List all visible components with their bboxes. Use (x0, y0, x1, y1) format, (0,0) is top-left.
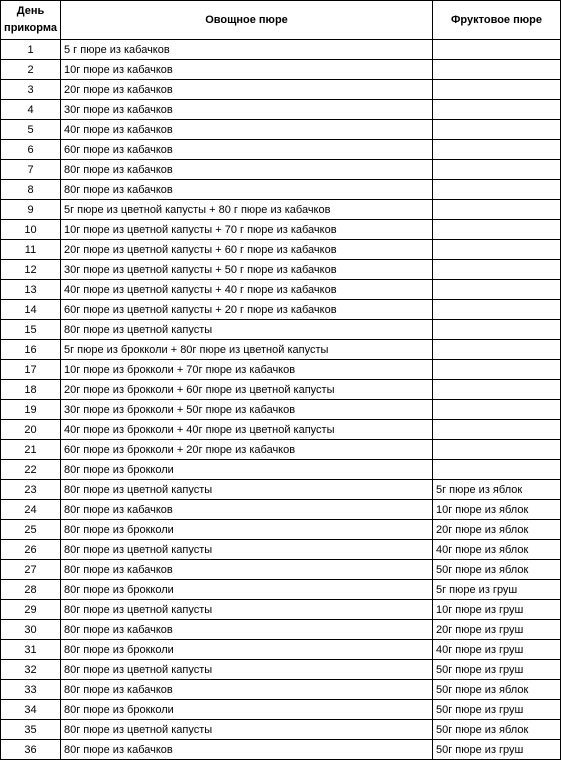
day-cell: 29 (1, 600, 61, 620)
fruit-cell (433, 360, 561, 380)
table-row (1, 360, 561, 380)
table-row (1, 40, 561, 60)
fruit-cell: 50г пюре из груш (433, 740, 561, 760)
table-row (1, 680, 561, 700)
day-cell: 9 (1, 200, 61, 220)
fruit-cell: 40г пюре из груш (433, 640, 561, 660)
table-row (1, 560, 561, 580)
table-row (1, 320, 561, 340)
day-cell: 18 (1, 380, 61, 400)
table-row (1, 620, 561, 640)
table-row (1, 700, 561, 720)
fruit-cell (433, 180, 561, 200)
day-cell: 32 (1, 660, 61, 680)
day-cell: 1 (1, 40, 61, 60)
fruit-cell (433, 340, 561, 360)
table-row (1, 600, 561, 620)
fruit-cell: 5г пюре из яблок (433, 480, 561, 500)
table-row (1, 340, 561, 360)
fruit-cell: 50г пюре из яблок (433, 720, 561, 740)
vegetable-cell: 40г пюре из кабачков (61, 120, 433, 140)
fruit-cell: 50г пюре из груш (433, 660, 561, 680)
table-row (1, 720, 561, 740)
vegetable-cell: 30г пюре из брокколи + 50г пюре из кабачков (61, 400, 433, 420)
table-row (1, 60, 561, 80)
day-cell: 23 (1, 480, 61, 500)
day-cell: 28 (1, 580, 61, 600)
vegetable-cell: 5г пюре из брокколи + 80г пюре из цветной капусты (61, 340, 433, 360)
column-header-day-line1: День (16, 5, 45, 17)
table-row (1, 380, 561, 400)
fruit-cell (433, 140, 561, 160)
fruit-cell (433, 120, 561, 140)
fruit-cell: 10г пюре из яблок (433, 500, 561, 520)
vegetable-cell: 20г пюре из кабачков (61, 80, 433, 100)
table-row (1, 500, 561, 520)
fruit-cell (433, 460, 561, 480)
table-row (1, 280, 561, 300)
table-row (1, 460, 561, 480)
vegetable-cell: 80г пюре из цветной капусты (61, 480, 433, 500)
fruit-cell (433, 60, 561, 80)
day-cell: 2 (1, 60, 61, 80)
vegetable-cell: 80г пюре из цветной капусты (61, 540, 433, 560)
fruit-cell: 50г пюре из яблок (433, 680, 561, 700)
day-cell: 35 (1, 720, 61, 740)
day-cell: 13 (1, 280, 61, 300)
fruit-cell: 50г пюре из груш (433, 700, 561, 720)
day-cell: 7 (1, 160, 61, 180)
day-cell: 34 (1, 700, 61, 720)
day-cell: 31 (1, 640, 61, 660)
fruit-cell (433, 440, 561, 460)
table-header (1, 1, 561, 40)
day-cell: 20 (1, 420, 61, 440)
vegetable-cell: 5г пюре из цветной капусты + 80 г пюре из кабачков (61, 200, 433, 220)
fruit-cell (433, 320, 561, 340)
day-cell: 15 (1, 320, 61, 340)
fruit-cell (433, 160, 561, 180)
day-cell: 4 (1, 100, 61, 120)
fruit-cell: 40г пюре из яблок (433, 540, 561, 560)
vegetable-cell: 20г пюре из брокколи + 60г пюре из цветной капусты (61, 380, 433, 400)
day-cell: 12 (1, 260, 61, 280)
vegetable-cell: 60г пюре из кабачков (61, 140, 433, 160)
day-cell: 14 (1, 300, 61, 320)
table-row (1, 740, 561, 760)
fruit-cell: 10г пюре из груш (433, 600, 561, 620)
column-header-fruit: Фруктовое пюре (433, 1, 561, 40)
vegetable-cell: 80г пюре из кабачков (61, 160, 433, 180)
table-row (1, 420, 561, 440)
table-row (1, 180, 561, 200)
day-cell: 22 (1, 460, 61, 480)
fruit-cell: 20г пюре из груш (433, 620, 561, 640)
vegetable-cell: 10г пюре из кабачков (61, 60, 433, 80)
vegetable-cell: 80г пюре из кабачков (61, 620, 433, 640)
vegetable-cell: 80г пюре из кабачков (61, 560, 433, 580)
table-row (1, 100, 561, 120)
day-cell: 11 (1, 240, 61, 260)
fruit-cell (433, 220, 561, 240)
day-cell: 19 (1, 400, 61, 420)
vegetable-cell: 40г пюре из цветной капусты + 40 г пюре из кабачков (61, 280, 433, 300)
table-row (1, 580, 561, 600)
table-row (1, 640, 561, 660)
fruit-cell (433, 420, 561, 440)
fruit-cell: 20г пюре из яблок (433, 520, 561, 540)
vegetable-cell: 80г пюре из брокколи (61, 460, 433, 480)
table-row (1, 540, 561, 560)
vegetable-cell: 80г пюре из кабачков (61, 680, 433, 700)
fruit-cell (433, 280, 561, 300)
fruit-cell (433, 240, 561, 260)
fruit-cell (433, 100, 561, 120)
fruit-cell: 5г пюре из груш (433, 580, 561, 600)
table-row (1, 660, 561, 680)
vegetable-cell: 20г пюре из цветной капусты + 60 г пюре из кабачков (61, 240, 433, 260)
table-row (1, 200, 561, 220)
fruit-cell (433, 80, 561, 100)
vegetable-cell: 80г пюре из кабачков (61, 180, 433, 200)
table-row (1, 140, 561, 160)
vegetable-cell: 80г пюре из кабачков (61, 500, 433, 520)
fruit-cell (433, 200, 561, 220)
vegetable-cell: 10г пюре из цветной капусты + 70 г пюре из кабачков (61, 220, 433, 240)
table-row (1, 220, 561, 240)
table-row (1, 400, 561, 420)
vegetable-cell: 80г пюре из цветной капусты (61, 660, 433, 680)
vegetable-cell: 60г пюре из цветной капусты + 20 г пюре из кабачков (61, 300, 433, 320)
vegetable-cell: 80г пюре из цветной капусты (61, 720, 433, 740)
fruit-cell (433, 380, 561, 400)
day-cell: 10 (1, 220, 61, 240)
day-cell: 17 (1, 360, 61, 380)
column-header-vegetable: Овощное пюре (61, 1, 433, 40)
fruit-cell: 50г пюре из яблок (433, 560, 561, 580)
table-row (1, 300, 561, 320)
vegetable-cell: 30г пюре из кабачков (61, 100, 433, 120)
day-cell: 5 (1, 120, 61, 140)
column-header-day-line2: прикорма (4, 22, 57, 34)
table-row (1, 520, 561, 540)
vegetable-cell: 40г пюре из брокколи + 40г пюре из цветной капусты (61, 420, 433, 440)
day-cell: 33 (1, 680, 61, 700)
vegetable-cell: 80г пюре из брокколи (61, 700, 433, 720)
vegetable-cell: 10г пюре из брокколи + 70г пюре из кабачков (61, 360, 433, 380)
day-cell: 21 (1, 440, 61, 460)
day-cell: 36 (1, 740, 61, 760)
fruit-cell (433, 400, 561, 420)
vegetable-cell: 80г пюре из цветной капусты (61, 600, 433, 620)
vegetable-cell: 80г пюре из кабачков (61, 740, 433, 760)
day-cell: 8 (1, 180, 61, 200)
day-cell: 25 (1, 520, 61, 540)
table-row (1, 480, 561, 500)
day-cell: 16 (1, 340, 61, 360)
table-row (1, 160, 561, 180)
header-row (1, 1, 561, 40)
fruit-cell (433, 300, 561, 320)
table-row (1, 440, 561, 460)
vegetable-cell: 80г пюре из брокколи (61, 580, 433, 600)
table-row (1, 260, 561, 280)
table-body (1, 40, 561, 760)
fruit-cell (433, 40, 561, 60)
table-row (1, 120, 561, 140)
table-row (1, 240, 561, 260)
day-cell: 24 (1, 500, 61, 520)
table-row (1, 80, 561, 100)
fruit-cell (433, 260, 561, 280)
column-header-day (1, 1, 61, 40)
vegetable-cell: 80г пюре из цветной капусты (61, 320, 433, 340)
vegetable-cell: 80г пюре из брокколи (61, 520, 433, 540)
vegetable-cell: 5 г пюре из кабачков (61, 40, 433, 60)
vegetable-cell: 30г пюре из цветной капусты + 50 г пюре из кабачков (61, 260, 433, 280)
day-cell: 27 (1, 560, 61, 580)
vegetable-cell: 60г пюре из брокколи + 20г пюре из кабачков (61, 440, 433, 460)
day-cell: 30 (1, 620, 61, 640)
vegetable-cell: 80г пюре из брокколи (61, 640, 433, 660)
day-cell: 3 (1, 80, 61, 100)
day-cell: 6 (1, 140, 61, 160)
day-cell: 26 (1, 540, 61, 560)
